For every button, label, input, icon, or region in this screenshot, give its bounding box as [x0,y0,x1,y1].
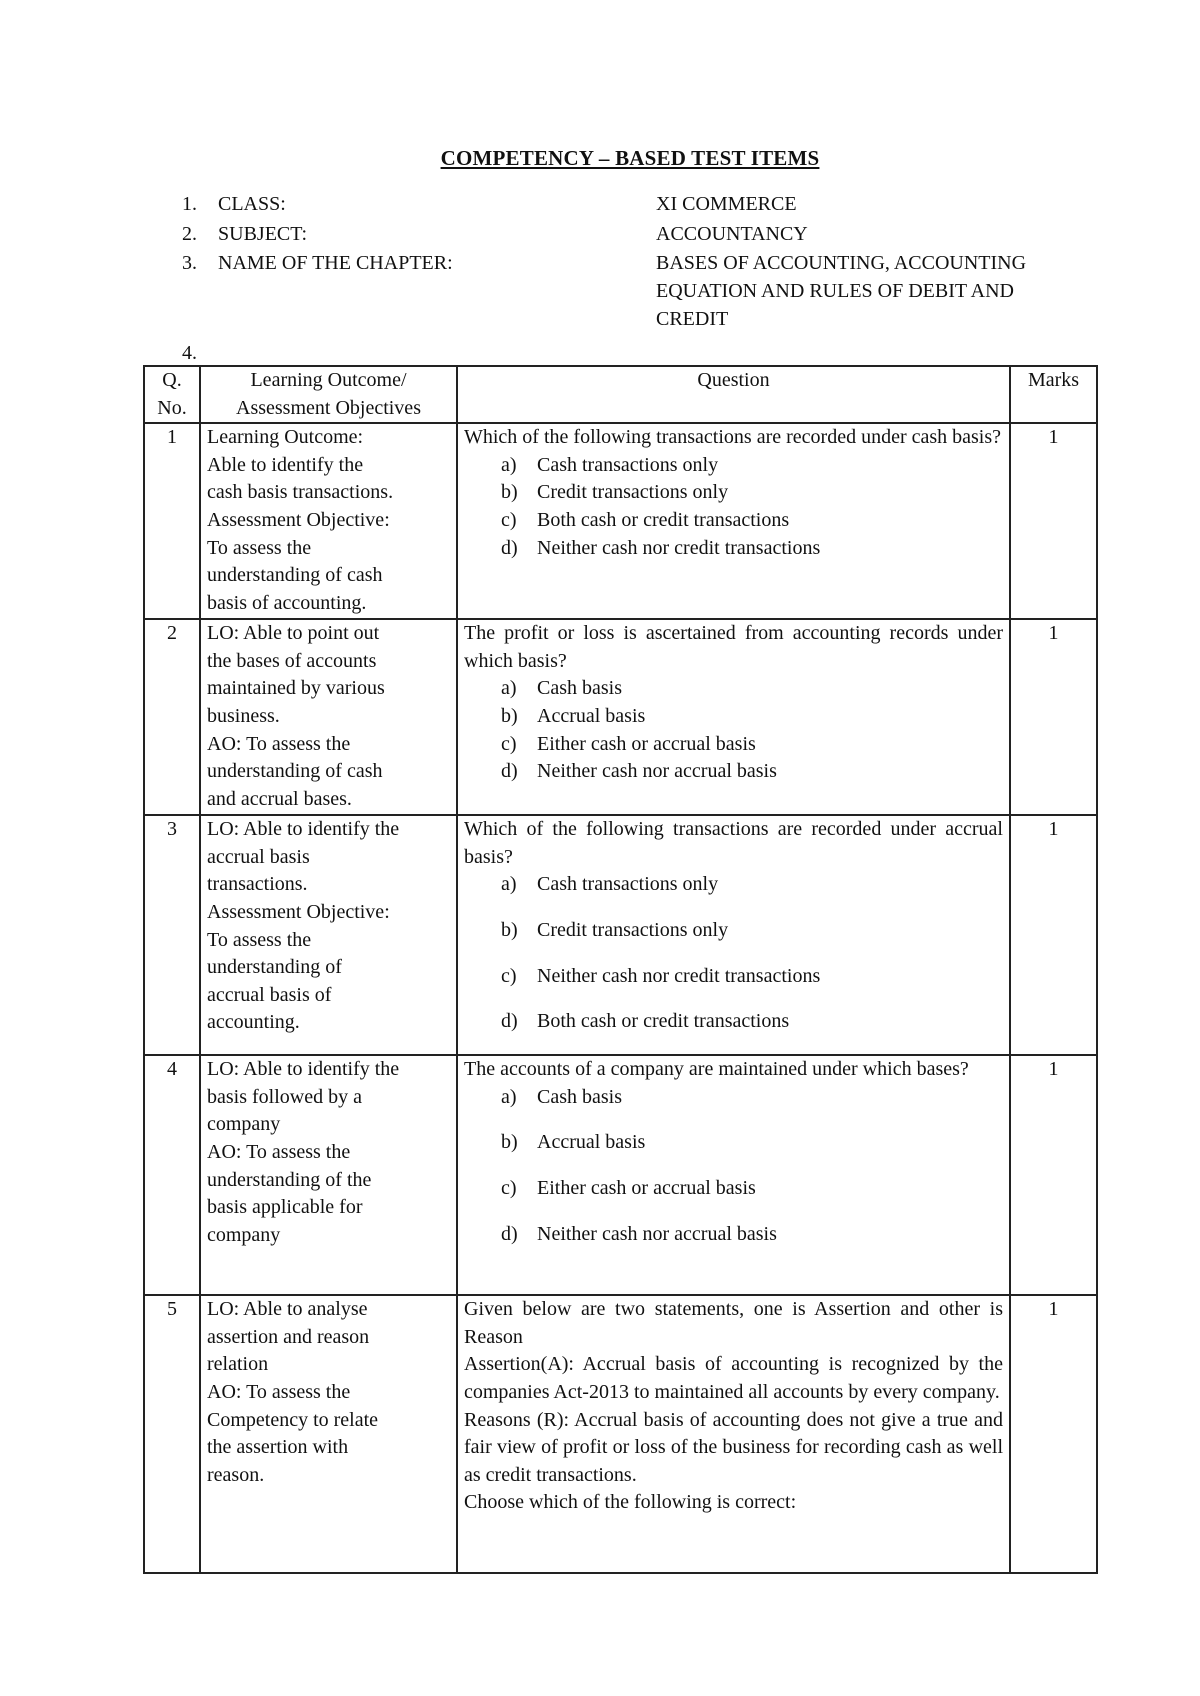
option-text: Accrual basis [537,1131,646,1154]
marks-cell: 1 [1010,815,1097,1055]
option-letter: c) [501,1176,517,1199]
question-cell [457,1055,1010,1295]
header-qno-line: Q. [162,369,182,391]
option-letter: a) [501,677,517,700]
lo-line: accounting. [207,1011,300,1034]
question-text: Which of the following transactions are recorded under accrual basis? [464,818,1003,868]
option-text: Cash transactions only [537,453,719,476]
choose-instruction: Choose which of the following is correct: [464,1491,797,1514]
question-text: The profit or loss is ascertained from accounting records under which basis? [464,622,1003,672]
option-text: Neither cash nor credit transactions [537,536,821,559]
question-intro: Given below are two statements, one is Assertion and other is Reason [464,1298,1003,1348]
lo-line: company [207,1113,281,1136]
lo-line: accrual basis of [207,983,332,1006]
option-a [464,1084,1003,1112]
question-cell [457,619,1010,815]
option-letter: a) [501,453,517,476]
option-c [464,1175,1003,1203]
lo-line: company [207,1223,281,1246]
marks-cell: 1 [1010,619,1097,815]
learning-outcome-cell [200,423,457,619]
option-letter: a) [501,873,517,896]
info-label-class: CLASS: [218,193,286,215]
option-b [464,703,1003,731]
option-letter: d) [501,1222,518,1245]
table-row [144,1295,1097,1573]
question-number: 2 [144,619,200,815]
item-four-number: 4. [182,342,197,364]
question-number: 4 [144,1055,200,1295]
lo-line: AO: To assess the [207,732,351,755]
option-d [464,1221,1003,1249]
option-text: Both cash or credit transactions [537,1010,790,1033]
option-letter: a) [501,1085,517,1108]
table-row [144,1055,1097,1295]
option-letter: b) [501,1131,518,1154]
option-text: Either cash or accrual basis [537,732,756,755]
option-c [464,731,1003,759]
lo-line: accrual basis [207,845,310,868]
lo-line: understanding of the [207,1168,372,1191]
lo-line: AO: To assess the [207,1380,351,1403]
option-c [464,963,1003,991]
option-b [464,917,1003,945]
header-marks: Marks [1010,366,1097,423]
learning-outcome-cell [200,619,457,815]
assertion-text: Assertion(A): Accrual basis of accounting is recognized by the companies Act-2013 to maintained all accounts by every company. [464,1353,1003,1403]
option-letter: d) [501,760,518,783]
lo-line: transactions. [207,873,308,896]
lo-line: assertion and reason [207,1325,370,1348]
marks-cell: 1 [1010,423,1097,619]
document-title: COMPETENCY – BASED TEST ITEMS [440,146,820,170]
option-b [464,479,1003,507]
option-d [464,1008,1003,1036]
lo-line: Able to identify the [207,453,364,476]
option-text: Cash transactions only [537,873,719,896]
option-letter: d) [501,1010,518,1033]
lo-line: relation [207,1353,269,1376]
option-letter: c) [501,508,517,531]
table-header-row [144,366,1097,423]
option-text: Neither cash nor credit transactions [537,964,821,987]
option-text: Neither cash nor accrual basis [537,1222,777,1245]
option-text: Both cash or credit transactions [537,508,790,531]
option-text: Cash basis [537,1085,622,1108]
question-cell [457,815,1010,1055]
lo-line: LO: Able to identify the [207,1058,400,1081]
marks-cell: 1 [1010,1055,1097,1295]
question-cell [457,423,1010,619]
lo-line: LO: Able to identify the [207,818,400,841]
option-letter: c) [501,964,517,987]
lo-line: Learning Outcome: [207,426,364,449]
option-text: Neither cash nor accrual basis [537,760,777,783]
option-b [464,1129,1003,1157]
lo-line: understanding of cash [207,564,383,587]
lo-line: reason. [207,1463,265,1486]
learning-outcome-cell [200,815,457,1055]
header-learning-outcome [200,366,457,423]
lo-line: maintained by various [207,677,385,700]
lo-line: and accrual bases. [207,787,352,810]
lo-line: basis of accounting. [207,591,367,614]
header-lo-line: Assessment Objectives [236,396,421,419]
option-text: Cash basis [537,677,622,700]
lo-line: understanding of [207,956,342,979]
option-d [464,535,1003,563]
table-row [144,619,1097,815]
option-text: Accrual basis [537,704,646,727]
lo-line: To assess the [207,928,312,951]
lo-line: LO: Able to analyse [207,1298,368,1321]
lo-line: the assertion with [207,1436,349,1459]
question-number: 5 [144,1295,200,1573]
option-text: Credit transactions only [537,918,729,941]
option-letter: d) [501,536,518,559]
question-text: The accounts of a company are maintained under which bases? [464,1058,969,1081]
option-letter: b) [501,918,518,941]
option-text: Either cash or accrual basis [537,1176,756,1199]
lo-line: the bases of accounts [207,649,377,672]
info-number: 3. [182,252,197,274]
table-row [144,423,1097,619]
info-value-chapter: BASES OF ACCOUNTING, ACCOUNTING EQUATION AND RULES OF DEBIT AND CREDIT [656,252,1027,330]
option-d [464,758,1003,786]
lo-line: To assess the [207,536,312,559]
lo-line: Competency to relate [207,1408,379,1431]
option-a [464,871,1003,899]
header-qno [144,366,200,423]
info-number: 1. [182,193,197,215]
table-row [144,815,1097,1055]
option-letter: b) [501,481,518,504]
option-c [464,507,1003,535]
question-cell [457,1295,1010,1573]
lo-line: basis followed by a [207,1085,362,1108]
option-a [464,452,1003,480]
info-number: 2. [182,223,197,245]
option-a [464,675,1003,703]
marks-cell: 1 [1010,1295,1097,1573]
option-text: Credit transactions only [537,481,729,504]
option-letter: c) [501,732,517,755]
question-number: 3 [144,815,200,1055]
info-list [0,0,1200,360]
lo-line: understanding of cash [207,760,383,783]
info-label-subject: SUBJECT: [218,223,308,245]
lo-line: Assessment Objective: [207,900,390,923]
lo-line: basis applicable for [207,1196,363,1219]
lo-line: cash basis transactions. [207,481,394,504]
lo-line: Assessment Objective: [207,508,390,531]
header-lo-line: Learning Outcome/ [250,369,407,391]
header-question: Question [457,366,1010,423]
lo-line: AO: To assess the [207,1140,351,1163]
question-text: Which of the following transactions are recorded under cash basis? [464,426,1002,449]
lo-line: LO: Able to point out [207,622,380,645]
info-value-subject: ACCOUNTANCY [656,223,808,245]
question-number: 1 [144,423,200,619]
test-items-table [143,365,1098,1574]
header-qno-line: No. [157,396,187,419]
option-letter: b) [501,704,518,727]
reason-text: Reasons (R): Accrual basis of accounting does not give a true and fair view of profit or loss of the business for recording cash as well as credit transactions. [464,1408,1003,1486]
lo-line: business. [207,704,280,727]
learning-outcome-cell [200,1055,457,1295]
learning-outcome-cell [200,1295,457,1573]
info-label-chapter: NAME OF THE CHAPTER: [218,252,453,274]
info-value-class: XI COMMERCE [656,193,797,215]
